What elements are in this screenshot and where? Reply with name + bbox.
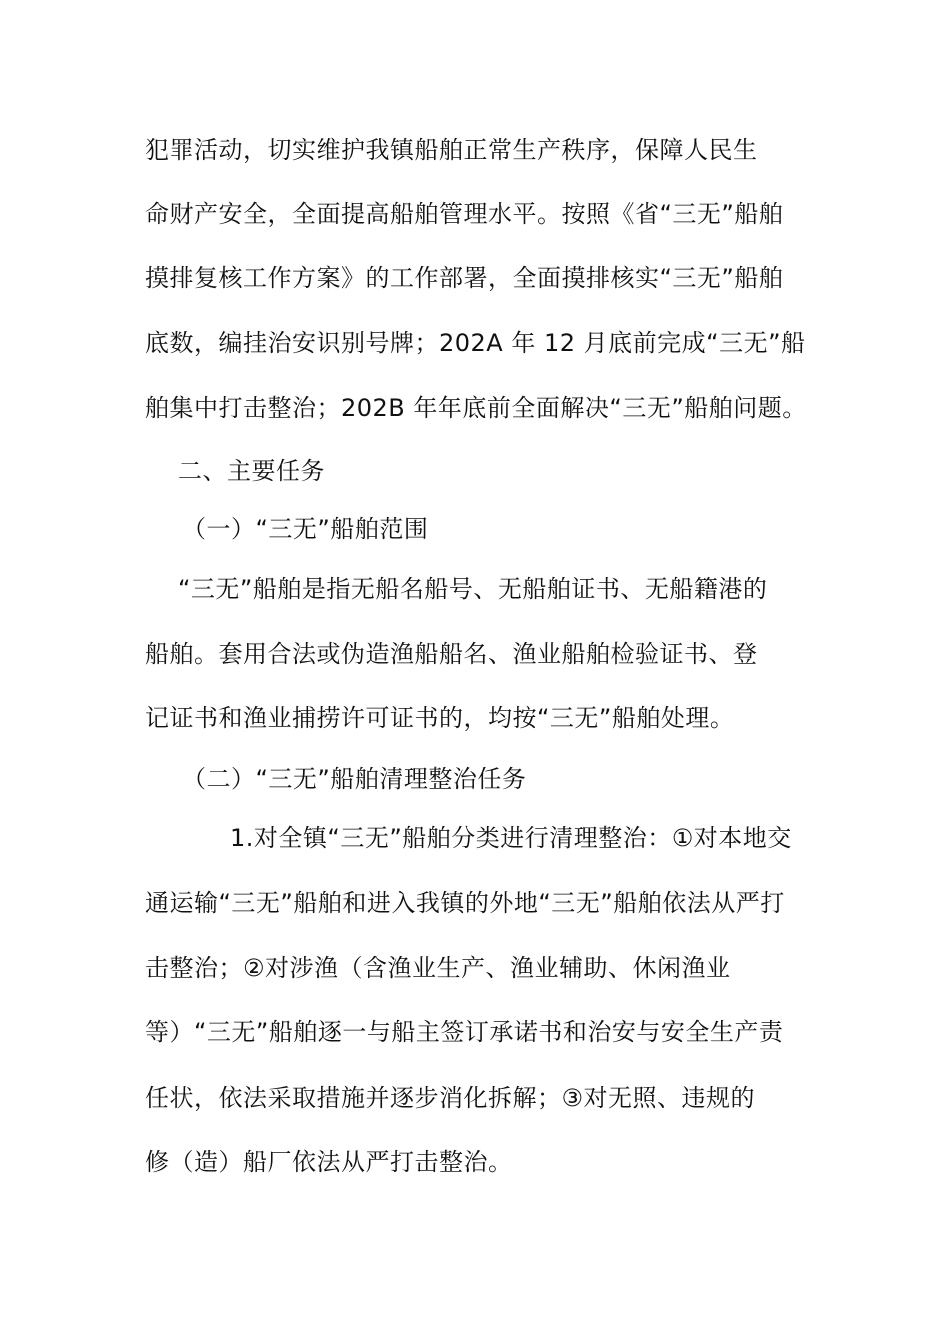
paragraph-line: 修（造）船厂依法从严打击整治。 bbox=[145, 1148, 513, 1176]
paragraph-line: 任状，依法采取措施并逐步消化拆解；③对无照、违规的 bbox=[145, 1084, 756, 1112]
paragraph-line: 1.对全镇“三无”船舶分类进行清理整治：①对本地交 bbox=[230, 824, 792, 852]
paragraph-line: 等）“三无”船舶逐一与船主签订承诺书和治安与安全生产责 bbox=[145, 1018, 784, 1046]
paragraph-line: 击整治；②对涉渔（含渔业生产、渔业辅助、休闲渔业 bbox=[145, 954, 731, 982]
paragraph-line: 犯罪活动，切实维护我镇船舶正常生产秩序，保障人民生 bbox=[145, 136, 758, 164]
subsection-heading: （二）“三无”船舶清理整治任务 bbox=[182, 765, 527, 793]
paragraph-line: 舶集中打击整治；202B 年年底前全面解决“三无”船舶问题。 bbox=[145, 394, 807, 422]
section-heading: 二、主要任务 bbox=[178, 457, 325, 485]
paragraph-line: “三无”船舶是指无船名船号、无船舶证书、无船籍港的 bbox=[178, 575, 768, 603]
paragraph-line: 底数，编挂治安识别号牌；202A 年 12 月底前完成“三无”船 bbox=[145, 329, 806, 357]
paragraph-line: 记证书和渔业捕捞许可证书的，均按“三无”船舶处理。 bbox=[145, 704, 735, 732]
paragraph-line: 摸排复核工作方案》的工作部署，全面摸排核实“三无”船舶 bbox=[145, 264, 784, 292]
paragraph-line: 通运输“三无”船舶和进入我镇的外地“三无”船舶依法从严打 bbox=[145, 889, 785, 917]
paragraph-line: 船舶。套用合法或伪造渔船船名、渔业船舶检验证书、登 bbox=[145, 640, 758, 668]
subsection-heading: （一）“三无”船舶范围 bbox=[182, 515, 429, 543]
paragraph-line: 命财产安全，全面提高船舶管理水平。按照《省“三无”船舶 bbox=[145, 200, 784, 228]
